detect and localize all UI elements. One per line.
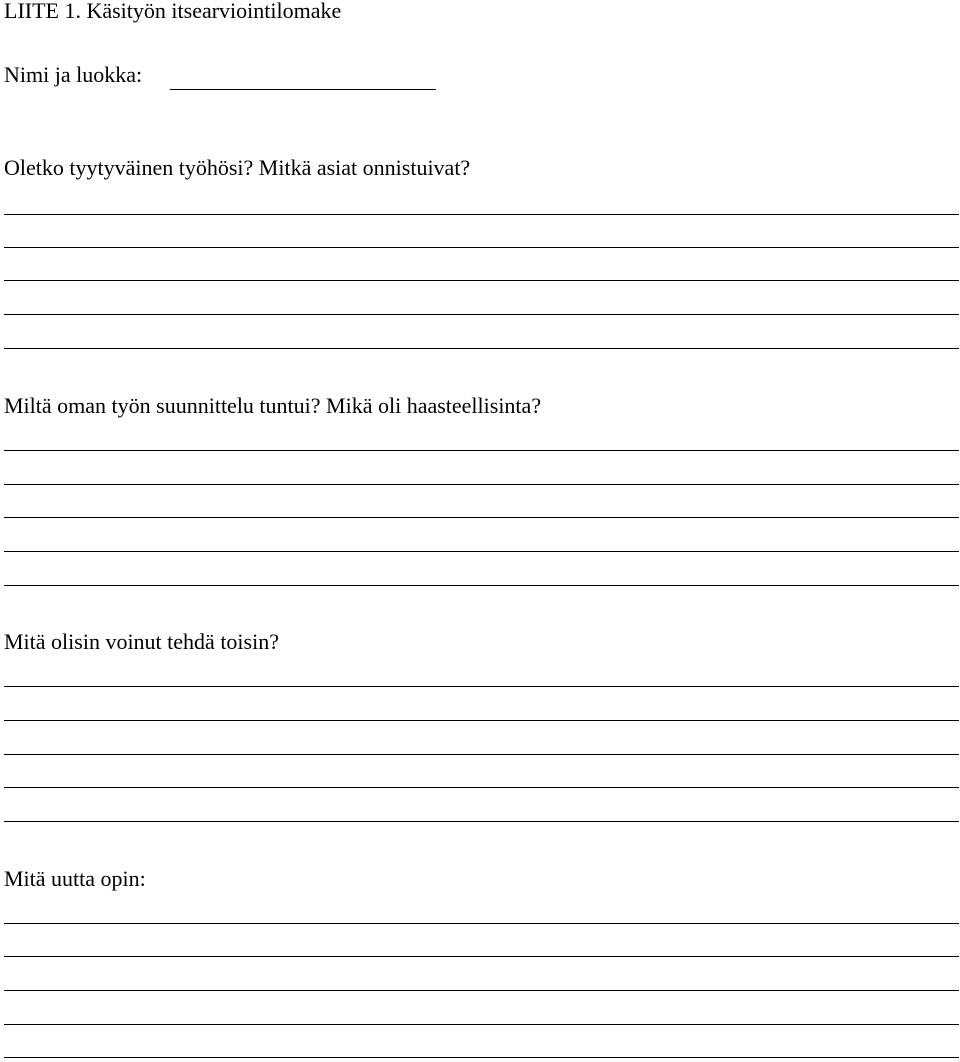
answer-line-q2-1[interactable] bbox=[4, 450, 959, 451]
answer-line-q4-5[interactable] bbox=[4, 1057, 959, 1058]
name-class-label: Nimi ja luokka: bbox=[4, 62, 143, 87]
answer-line-q2-3[interactable] bbox=[4, 517, 959, 518]
document-title: LIITE 1. Käsityön itsearviointilomake bbox=[4, 0, 342, 23]
answer-line-q1-3[interactable] bbox=[4, 280, 959, 281]
answer-line-q1-2[interactable] bbox=[4, 247, 959, 248]
answer-line-q1-1[interactable] bbox=[4, 214, 959, 215]
answer-line-q3-3[interactable] bbox=[4, 754, 959, 755]
question-4: Mitä uutta opin: bbox=[4, 866, 146, 891]
name-class-blank-line[interactable] bbox=[170, 89, 436, 90]
answer-line-q4-2[interactable] bbox=[4, 956, 959, 957]
question-1: Oletko tyytyväinen työhösi? Mitkä asiat onnistuivat? bbox=[4, 155, 471, 180]
answer-line-q3-2[interactable] bbox=[4, 720, 959, 721]
answer-line-q1-5[interactable] bbox=[4, 348, 959, 349]
question-3: Mitä olisin voinut tehdä toisin? bbox=[4, 629, 279, 654]
answer-line-q1-4[interactable] bbox=[4, 314, 959, 315]
answer-line-q2-4[interactable] bbox=[4, 551, 959, 552]
answer-line-q4-4[interactable] bbox=[4, 1024, 959, 1025]
answer-line-q3-4[interactable] bbox=[4, 787, 959, 788]
answer-line-q2-5[interactable] bbox=[4, 585, 959, 586]
answer-line-q4-3[interactable] bbox=[4, 990, 959, 991]
answer-line-q2-2[interactable] bbox=[4, 484, 959, 485]
answer-line-q3-1[interactable] bbox=[4, 686, 959, 687]
question-2: Miltä oman työn suunnittelu tuntui? Mikä oli haasteellisinta? bbox=[4, 393, 542, 418]
answer-line-q3-5[interactable] bbox=[4, 821, 959, 822]
answer-line-q4-1[interactable] bbox=[4, 923, 959, 924]
